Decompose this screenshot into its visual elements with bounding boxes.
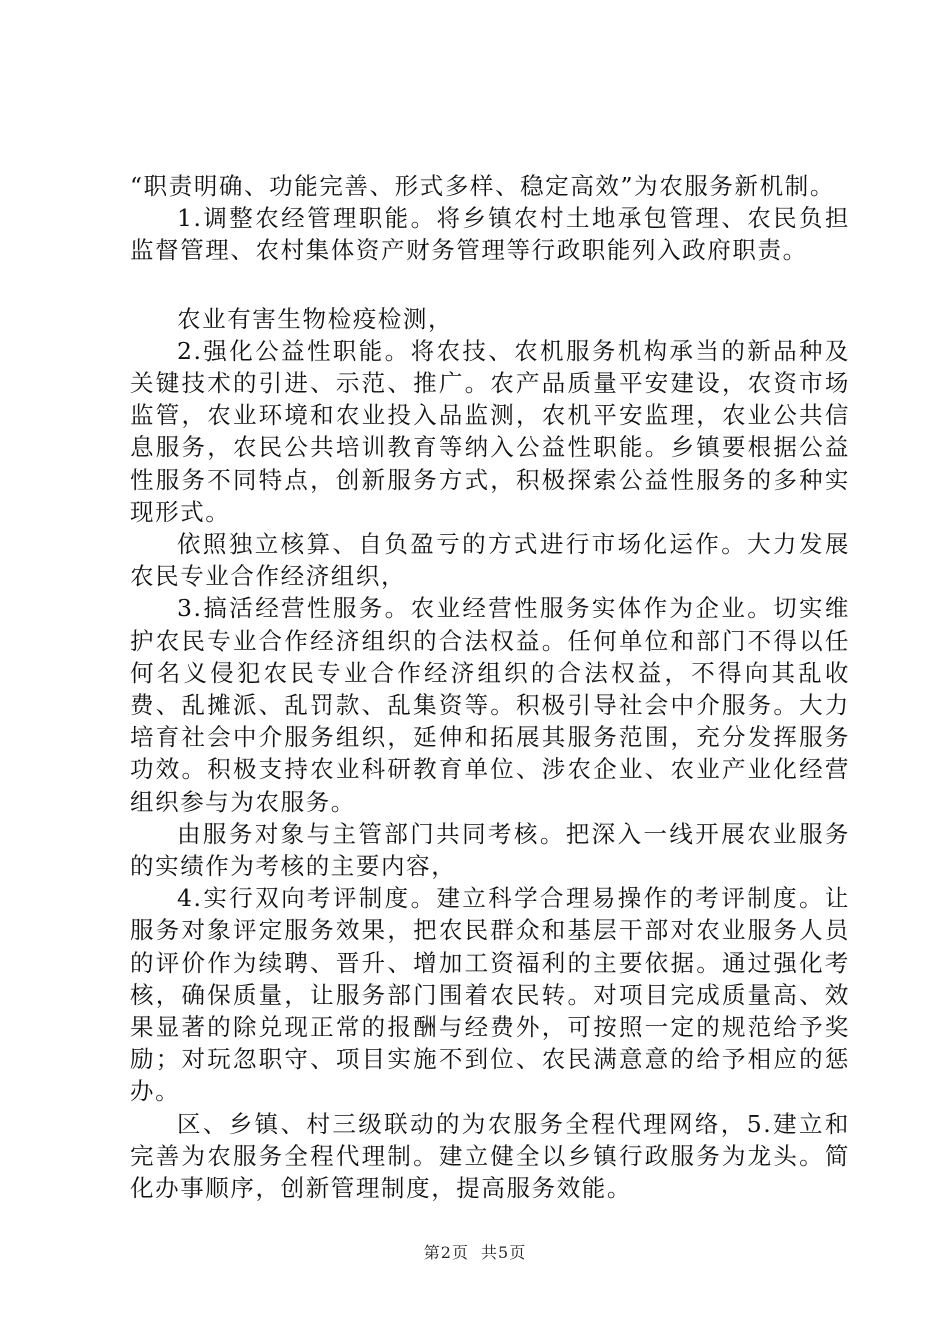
paragraph-item-1: 1.调整农经管理职能。将乡镇农村土地承包管理、农民负担监督管理、农村集体资产财务管理等行政职能列入政府职责。 xyxy=(130,204,850,265)
paragraph-item-3: 3.搞活经营性服务。农业经营性服务实体作为企业。切实维护农民专业合作经济组织的合法权益。任何单位和部门不得以任何名义侵犯农民专业合作经济组织的合法权益，不得向其乱收费、乱摊派、乱罚款、乱集资等。积极引导社会中介服务。大力培育社会中介服务组织，延伸和拓展其服务范围，充分发挥服务功效。积极支持农业科研教育单位、涉农企业、农业产业化经营组织参与为农服务。 xyxy=(130,594,850,816)
page-total: 共5页 xyxy=(481,1243,527,1262)
page-footer xyxy=(0,1240,950,1263)
paragraph-item-5: 区、乡镇、村三级联动的为农服务全程代理网络，5.建立和完善为农服务全程代理制。建立健全以乡镇行政服务为龙头。简化办事顺序，创新管理制度，提高服务效能。 xyxy=(130,1109,850,1203)
paragraph-item-4: 4.实行双向考评制度。建立科学合理易操作的考评制度。让服务对象评定服务效果，把农民群众和基层干部对农业服务人员的评价作为续聘、晋升、增加工资福利的主要依据。通过强化考核，确保质量，让服务部门围着农民转。对项目完成质量高、效果显著的除兑现正常的报酬与经费外，可按照一定的规范给予奖励；对玩忽职守、项目实施不到位、农民满意意的给予相应的惩办。 xyxy=(130,884,850,1106)
document-body xyxy=(130,170,850,1204)
paragraph-fragment-assessment: 由服务对象与主管部门共同考核。把深入一线开展农业服务的实绩作为考核的主要内容， xyxy=(130,819,850,881)
paragraph-fragment-market-operation: 依照独立核算、自负盈亏的方式进行市场化运作。大力发展农民专业合作经济组织， xyxy=(130,530,850,591)
paragraph-item-2: 2.强化公益性职能。将农技、农机服务机构承当的新品种及关键技术的引进、示范、推广。农产品质量平安建设，农资市场监管，农业环境和农业投入品监测，农机平安监理，农业公共信息服务，农民公共培训教育等纳入公益性职能。乡镇要根据公益性服务不同特点，创新服务方式，积极探索公益性服务的多种实现形式。 xyxy=(130,336,850,526)
paragraph-intro-continuation: “职责明确、功能完善、形式多样、稳定高效”为农服务新机制。 xyxy=(130,172,835,200)
paragraph-fragment-pest-inspection: 农业有害生物检疫检测， xyxy=(177,304,454,333)
page-number: 第2页 xyxy=(423,1243,469,1262)
